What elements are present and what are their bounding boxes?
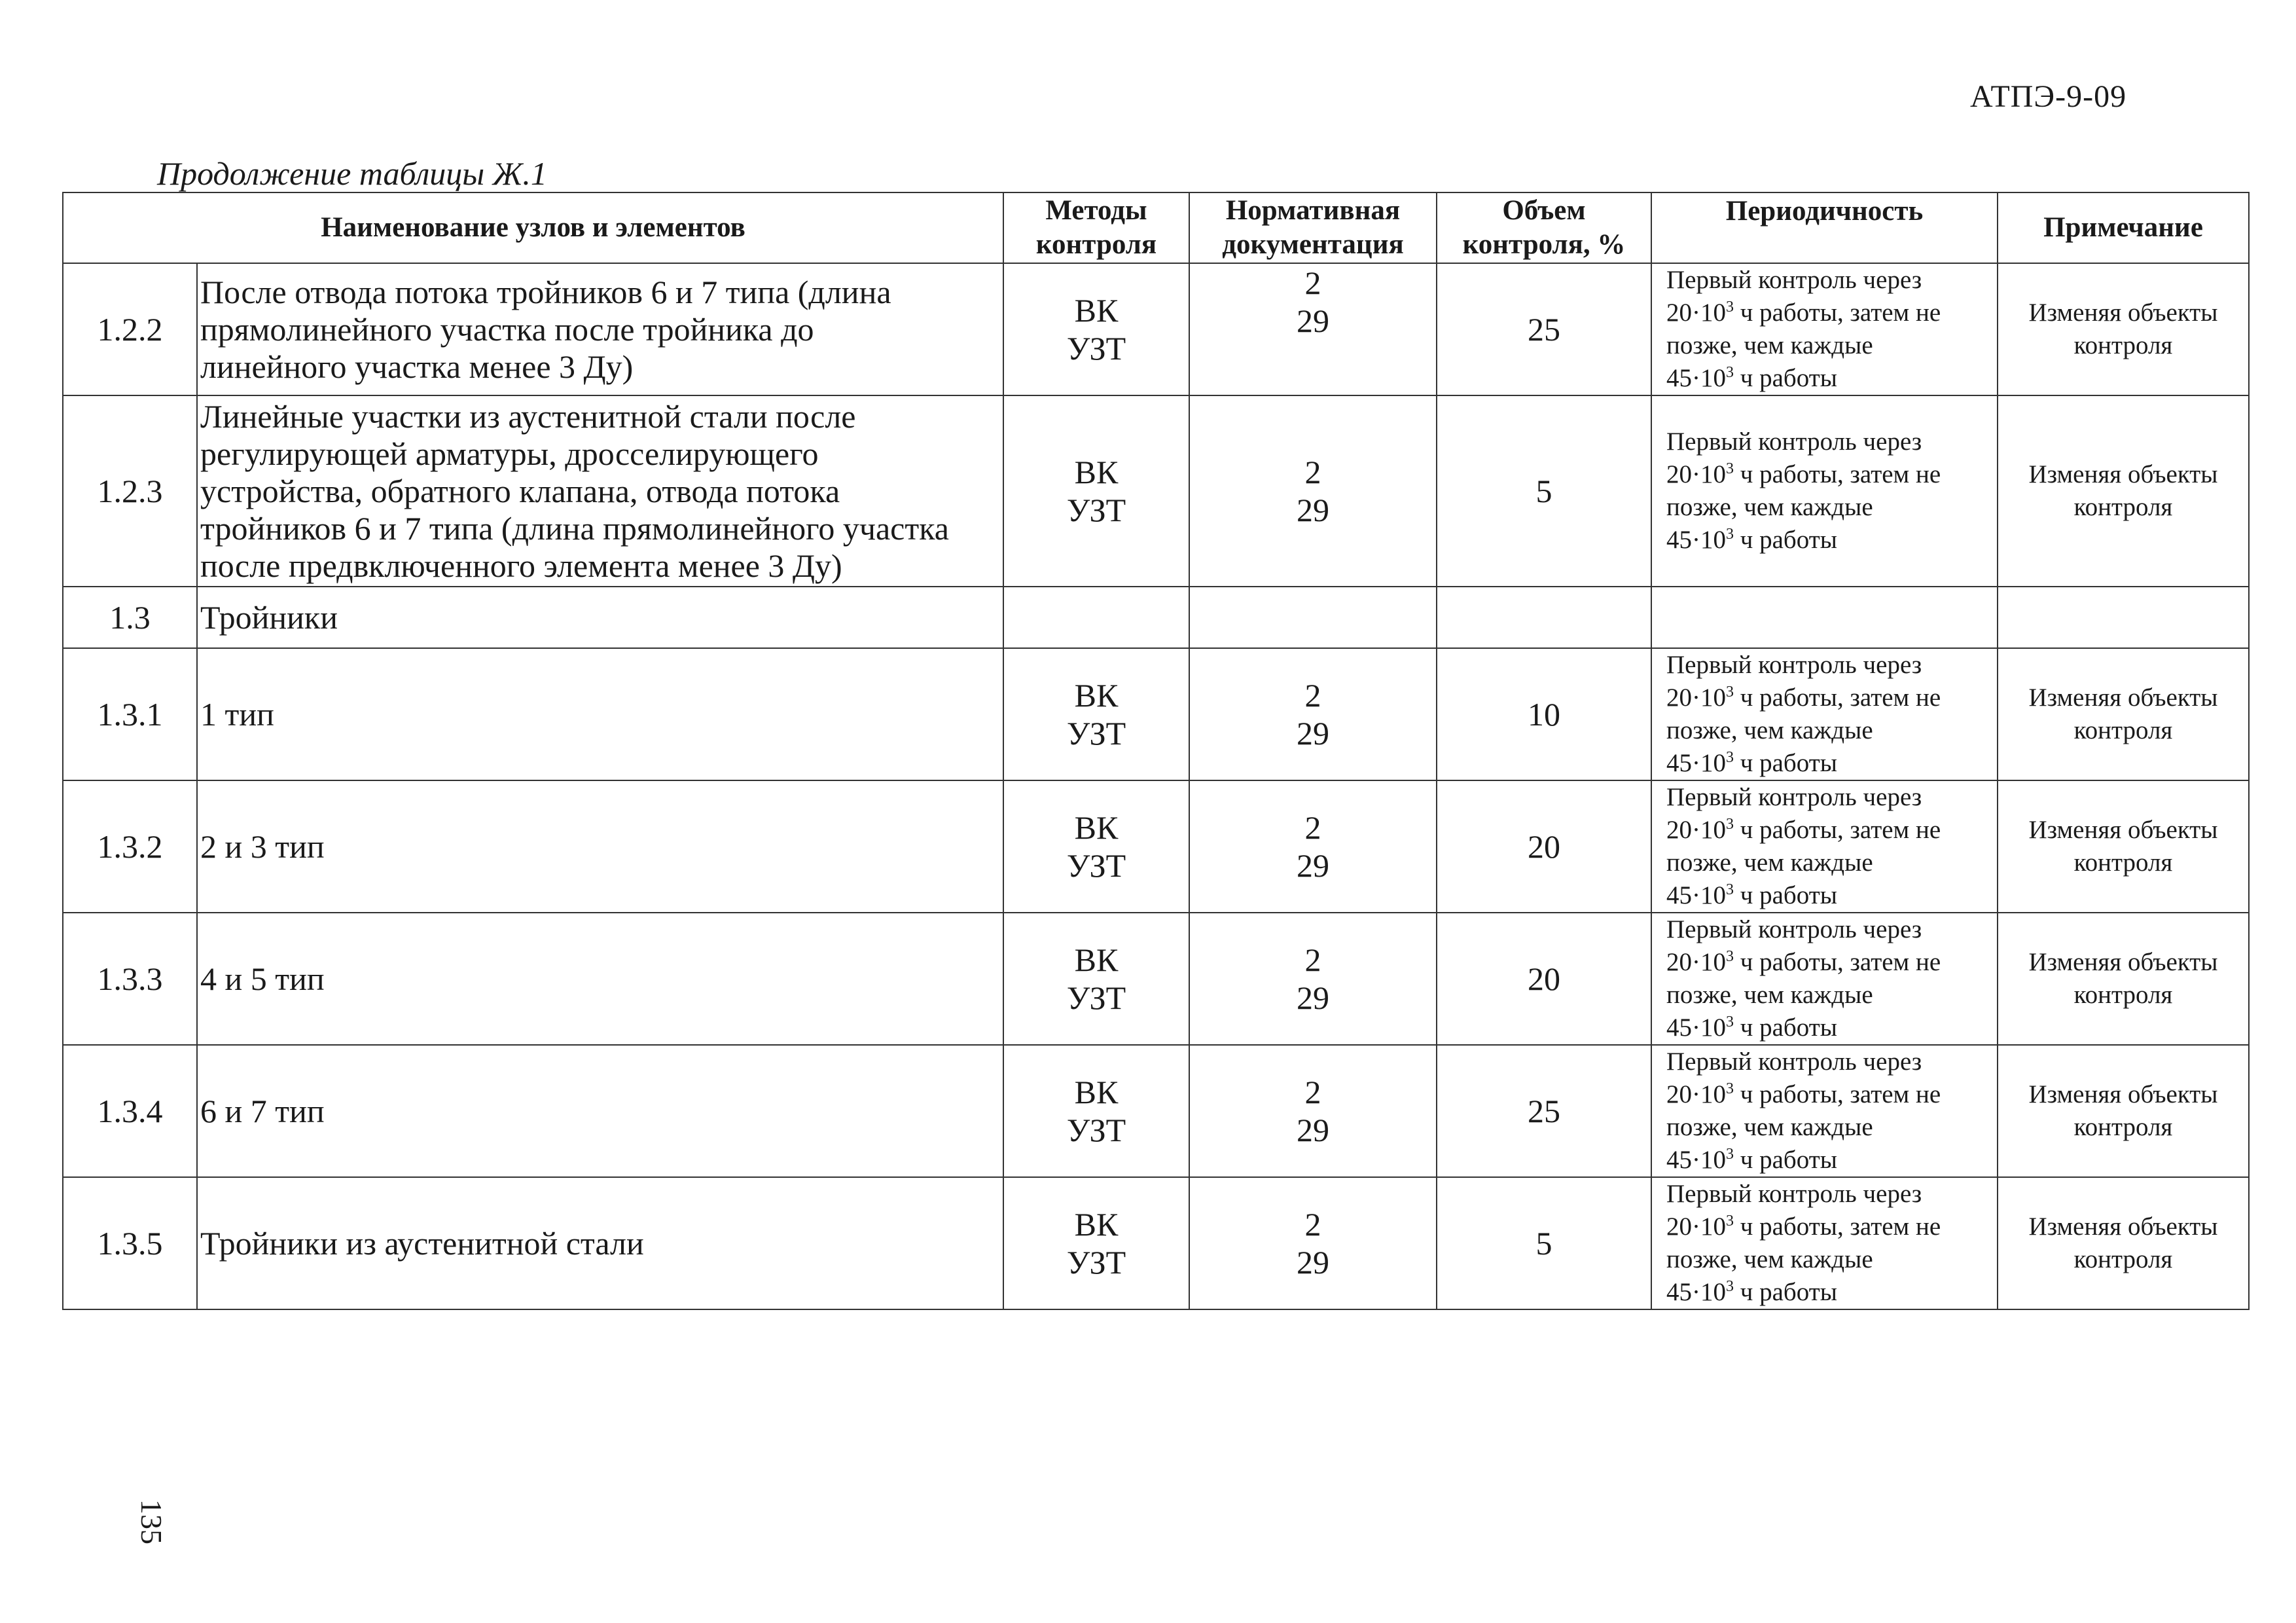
periodicity-line: позже, чем каждые xyxy=(1666,1245,1873,1273)
control-methods xyxy=(1003,648,1189,780)
periodicity-text: ч работы xyxy=(1734,1278,1837,1306)
periodicity xyxy=(1651,1045,1998,1177)
periodicity xyxy=(1651,395,1998,587)
header-row xyxy=(63,192,2249,263)
control-volume: 5 xyxy=(1437,1177,1651,1309)
control-method: ВК xyxy=(1074,454,1119,490)
periodicity-value: 45·10 xyxy=(1666,364,1726,392)
normative-doc: 2 xyxy=(1304,809,1321,846)
control-method: ВК xyxy=(1074,677,1119,714)
periodicity-line xyxy=(1666,1276,1997,1309)
row-number: 1.3.5 xyxy=(63,1177,197,1309)
control-method: УЗТ xyxy=(1066,492,1126,528)
header-docs-line1: Нормативная xyxy=(1225,195,1401,226)
periodicity-text: ч работы, затем не xyxy=(1734,1080,1941,1108)
normative-docs xyxy=(1189,395,1437,587)
normative-doc: 29 xyxy=(1297,492,1329,528)
periodicity-line xyxy=(1666,362,1997,395)
normative-doc: 2 xyxy=(1304,677,1321,714)
control-method: УЗТ xyxy=(1066,1112,1126,1148)
normative-docs xyxy=(1189,1045,1437,1177)
row-number: 1.2.2 xyxy=(63,263,197,395)
element-name-line: прямолинейного участка после тройника до xyxy=(200,310,814,348)
note xyxy=(1998,587,2249,648)
periodicity-line: Первый контроль через xyxy=(1666,1180,1922,1208)
periodicity-line: Первый контроль через xyxy=(1666,266,1922,294)
normative-docs xyxy=(1189,780,1437,913)
periodicity-line xyxy=(1666,879,1997,912)
note-line: контроля xyxy=(2073,331,2173,359)
control-method: ВК xyxy=(1074,809,1119,846)
periodicity-text: ч работы, затем не xyxy=(1734,460,1941,488)
control-method: ВК xyxy=(1074,1206,1119,1243)
element-name-line: Тройники xyxy=(200,598,338,636)
periodicity-line: позже, чем каждые xyxy=(1666,716,1873,744)
normative-doc: 2 xyxy=(1304,1074,1321,1110)
header-methods-line2: контроля xyxy=(1035,229,1157,260)
table-row xyxy=(63,780,2249,913)
row-number: 1.3.1 xyxy=(63,648,197,780)
periodicity-exponent: 3 xyxy=(1726,1278,1734,1295)
header-docs-line2: документация xyxy=(1222,229,1404,260)
normative-docs xyxy=(1189,913,1437,1045)
control-volume: 25 xyxy=(1437,1045,1651,1177)
header-note: Примечание xyxy=(1998,192,2249,263)
control-method: УЗТ xyxy=(1066,847,1126,884)
normative-doc: 29 xyxy=(1297,1244,1329,1281)
note-line: контроля xyxy=(2073,1113,2173,1141)
element-name xyxy=(197,1045,1003,1177)
periodicity-exponent: 3 xyxy=(1726,1013,1734,1030)
table-row xyxy=(63,913,2249,1045)
element-name-line: Линейные участки из аустенитной стали после xyxy=(200,397,856,435)
header-volume-line1: Объем xyxy=(1502,195,1586,226)
note xyxy=(1998,780,2249,913)
periodicity-value: 20·10 xyxy=(1666,1213,1726,1241)
periodicity-line: позже, чем каждые xyxy=(1666,331,1873,359)
header-period: Периодичность xyxy=(1651,192,1998,263)
periodicity-line: Первый контроль через xyxy=(1666,915,1922,943)
periodicity-line: Первый контроль через xyxy=(1666,428,1922,456)
control-methods xyxy=(1003,587,1189,648)
normative-docs xyxy=(1189,587,1437,648)
element-name-line: 4 и 5 тип xyxy=(200,960,325,997)
header-volume-line2: контроля, % xyxy=(1462,229,1626,260)
note-line: Изменяя объекты xyxy=(2028,948,2218,976)
normative-doc: 29 xyxy=(1297,979,1329,1016)
element-name-line: После отвода потока тройников 6 и 7 типа (длина xyxy=(200,273,891,310)
periodicity-value: 20·10 xyxy=(1666,816,1726,844)
periodicity-exponent: 3 xyxy=(1726,1146,1734,1163)
periodicity-exponent: 3 xyxy=(1726,1213,1734,1230)
element-name-line: после предвключенного элемента менее 3 Ду) xyxy=(200,547,842,584)
table-row xyxy=(63,587,2249,648)
periodicity-text: ч работы, затем не xyxy=(1734,816,1941,844)
periodicity-value: 45·10 xyxy=(1666,1146,1726,1174)
periodicity-text: ч работы xyxy=(1734,1146,1837,1174)
note xyxy=(1998,648,2249,780)
element-name xyxy=(197,587,1003,648)
periodicity-exponent: 3 xyxy=(1726,881,1734,898)
element-name-line: регулирующей арматуры, дросселирующего xyxy=(200,435,819,472)
periodicity-exponent: 3 xyxy=(1726,526,1734,543)
periodicity-line xyxy=(1666,458,1997,491)
element-name-line: 2 и 3 тип xyxy=(200,828,325,865)
normative-doc: 29 xyxy=(1297,715,1329,752)
note-line: Изменяя объекты xyxy=(2028,1080,2218,1108)
element-name xyxy=(197,1177,1003,1309)
periodicity-text: ч работы xyxy=(1734,364,1837,392)
periodicity-exponent: 3 xyxy=(1726,948,1734,965)
table-row xyxy=(63,1045,2249,1177)
note-line: Изменяя объекты xyxy=(2028,816,2218,844)
periodicity-text: ч работы, затем не xyxy=(1734,1213,1941,1241)
periodicity-line xyxy=(1666,1211,1997,1243)
note-line: Изменяя объекты xyxy=(2028,684,2218,712)
element-name xyxy=(197,395,1003,587)
control-volume: 20 xyxy=(1437,913,1651,1045)
normative-doc: 2 xyxy=(1304,1206,1321,1243)
periodicity-exponent: 3 xyxy=(1726,749,1734,766)
control-volume: 25 xyxy=(1437,263,1651,395)
note-line: Изменяя объекты xyxy=(2028,299,2218,327)
header-volume xyxy=(1437,192,1651,263)
table-row xyxy=(63,1177,2249,1309)
control-method: ВК xyxy=(1074,1074,1119,1110)
page-number: 135 xyxy=(135,1499,168,1544)
element-name-line: 6 и 7 тип xyxy=(200,1092,325,1129)
periodicity-line: Первый контроль через xyxy=(1666,651,1922,679)
periodicity-value: 45·10 xyxy=(1666,1013,1726,1042)
control-method: ВК xyxy=(1074,292,1119,329)
note xyxy=(1998,1045,2249,1177)
periodicity-line xyxy=(1666,946,1997,979)
periodicity-line xyxy=(1666,1078,1997,1111)
note xyxy=(1998,263,2249,395)
control-volume: 5 xyxy=(1437,395,1651,587)
periodicity-text: ч работы xyxy=(1734,1013,1837,1042)
table-row xyxy=(63,395,2249,587)
periodicity xyxy=(1651,263,1998,395)
control-method: УЗТ xyxy=(1066,979,1126,1016)
periodicity-value: 45·10 xyxy=(1666,526,1726,554)
control-methods xyxy=(1003,1177,1189,1309)
header-docs xyxy=(1189,192,1437,263)
periodicity-value: 20·10 xyxy=(1666,684,1726,712)
table-caption: Продолжение таблицы Ж.1 xyxy=(157,155,547,192)
normative-docs xyxy=(1189,263,1437,395)
note-line: Изменяя объекты xyxy=(2028,460,2218,488)
periodicity-line xyxy=(1666,1012,1997,1044)
note-line: контроля xyxy=(2073,981,2173,1009)
periodicity-value: 45·10 xyxy=(1666,1278,1726,1306)
periodicity-value: 45·10 xyxy=(1666,881,1726,909)
control-methods xyxy=(1003,395,1189,587)
element-name xyxy=(197,780,1003,913)
control-method: УЗТ xyxy=(1066,1244,1126,1281)
header-methods-line1: Методы xyxy=(1045,195,1147,226)
normative-doc: 29 xyxy=(1297,847,1329,884)
periodicity-line xyxy=(1666,682,1997,714)
periodicity-exponent: 3 xyxy=(1726,816,1734,833)
control-volume: 20 xyxy=(1437,780,1651,913)
periodicity-exponent: 3 xyxy=(1726,364,1734,381)
control-method: УЗТ xyxy=(1066,715,1126,752)
control-methods xyxy=(1003,780,1189,913)
element-name-line: Тройники из аустенитной стали xyxy=(200,1224,644,1262)
normative-doc: 2 xyxy=(1304,941,1321,978)
periodicity-value: 20·10 xyxy=(1666,948,1726,976)
periodicity-value: 45·10 xyxy=(1666,749,1726,777)
periodicity-exponent: 3 xyxy=(1726,1080,1734,1097)
element-name xyxy=(197,263,1003,395)
note xyxy=(1998,913,2249,1045)
note-line: контроля xyxy=(2073,493,2173,521)
periodicity xyxy=(1651,780,1998,913)
periodicity-line: позже, чем каждые xyxy=(1666,848,1873,877)
periodicity-line: Первый контроль через xyxy=(1666,1048,1922,1076)
periodicity-line xyxy=(1666,747,1997,780)
control-method: ВК xyxy=(1074,941,1119,978)
control-methods xyxy=(1003,263,1189,395)
periodicity-line: позже, чем каждые xyxy=(1666,981,1873,1009)
periodicity-line xyxy=(1666,297,1997,329)
row-number: 1.3.3 xyxy=(63,913,197,1045)
row-number: 1.3 xyxy=(63,587,197,648)
table-row xyxy=(63,648,2249,780)
note-line: контроля xyxy=(2073,1245,2173,1273)
document-code: АТПЭ-9-09 xyxy=(1970,79,2127,114)
control-methods xyxy=(1003,1045,1189,1177)
periodicity-line xyxy=(1666,1144,1997,1176)
note-line: контроля xyxy=(2073,716,2173,744)
periodicity-text: ч работы, затем не xyxy=(1734,684,1941,712)
periodicity-text: ч работы xyxy=(1734,881,1837,909)
element-name xyxy=(197,648,1003,780)
element-name xyxy=(197,913,1003,1045)
periodicity-text: ч работы xyxy=(1734,526,1837,554)
periodicity xyxy=(1651,913,1998,1045)
element-name-line: тройников 6 и 7 типа (длина прямолинейного участка xyxy=(200,509,949,547)
periodicity-line: позже, чем каждые xyxy=(1666,1113,1873,1141)
note xyxy=(1998,1177,2249,1309)
periodicity-exponent: 3 xyxy=(1726,684,1734,701)
periodicity-value: 20·10 xyxy=(1666,460,1726,488)
periodicity xyxy=(1651,587,1998,648)
periodicity-line xyxy=(1666,524,1997,556)
periodicity-value: 20·10 xyxy=(1666,1080,1726,1108)
element-name-line: устройства, обратного клапана, отвода потока xyxy=(200,472,840,509)
table-row xyxy=(63,263,2249,395)
header-name: Наименование узлов и элементов xyxy=(63,192,1003,263)
normative-docs xyxy=(1189,1177,1437,1309)
control-volume xyxy=(1437,587,1651,648)
normative-docs xyxy=(1189,648,1437,780)
periodicity-text: ч работы, затем не xyxy=(1734,948,1941,976)
periodicity-line: Первый контроль через xyxy=(1666,783,1922,811)
periodicity-text: ч работы, затем не xyxy=(1734,299,1941,327)
periodicity xyxy=(1651,1177,1998,1309)
element-name-line: линейного участка менее 3 Ду) xyxy=(200,348,634,385)
periodicity-exponent: 3 xyxy=(1726,299,1734,316)
periodicity-text: ч работы xyxy=(1734,749,1837,777)
inspection-table xyxy=(62,192,2250,1310)
control-method: УЗТ xyxy=(1066,330,1126,367)
control-methods xyxy=(1003,913,1189,1045)
normative-doc: 29 xyxy=(1297,1112,1329,1148)
normative-doc: 29 xyxy=(1297,302,1329,339)
periodicity-line xyxy=(1666,814,1997,847)
periodicity-exponent: 3 xyxy=(1726,460,1734,477)
normative-doc: 2 xyxy=(1304,264,1321,301)
row-number: 1.3.2 xyxy=(63,780,197,913)
row-number: 1.2.3 xyxy=(63,395,197,587)
periodicity xyxy=(1651,648,1998,780)
note-line: контроля xyxy=(2073,848,2173,877)
element-name-line: 1 тип xyxy=(200,695,274,733)
note xyxy=(1998,395,2249,587)
note-line: Изменяя объекты xyxy=(2028,1213,2218,1241)
header-methods xyxy=(1003,192,1189,263)
periodicity-value: 20·10 xyxy=(1666,299,1726,327)
control-volume: 10 xyxy=(1437,648,1651,780)
row-number: 1.3.4 xyxy=(63,1045,197,1177)
normative-doc: 2 xyxy=(1304,454,1321,490)
periodicity-line: позже, чем каждые xyxy=(1666,493,1873,521)
